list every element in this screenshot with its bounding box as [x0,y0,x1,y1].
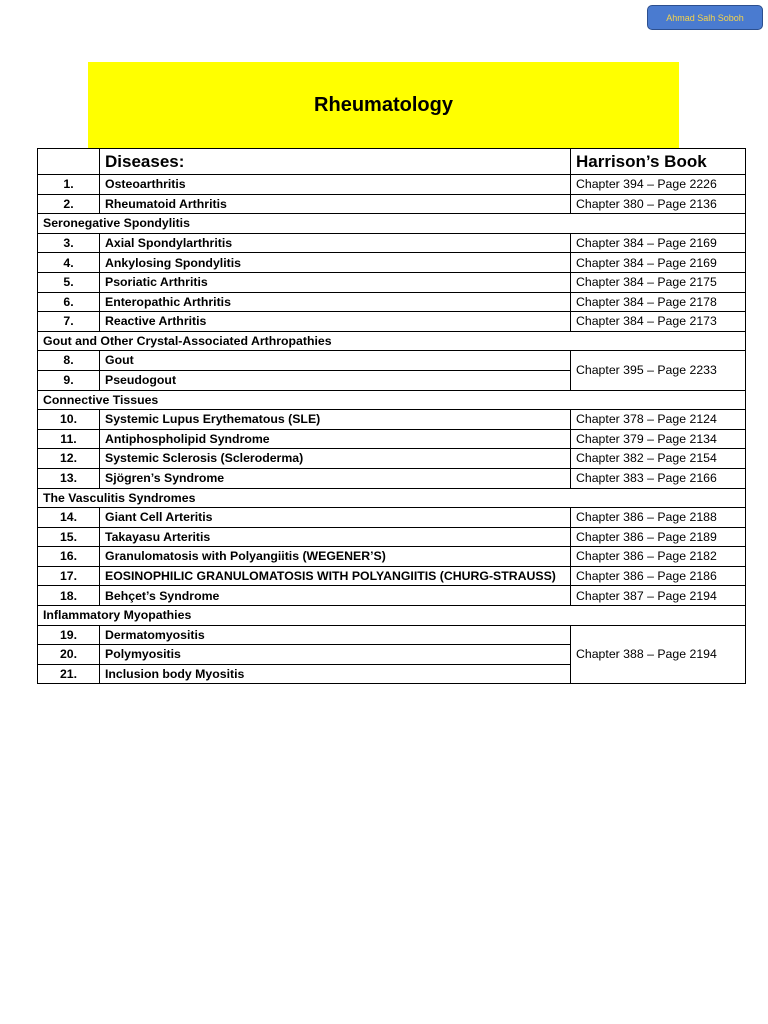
table-row [38,351,746,371]
disease-name: Ankylosing Spondylitis [100,253,571,273]
chapter-reference: Chapter 386 – Page 2188 [571,508,746,528]
chapter-reference: Chapter 384 – Page 2169 [571,253,746,273]
row-number: 12. [38,449,100,469]
disease-name: Sjögren’s Syndrome [100,468,571,488]
section-row [38,390,746,410]
disease-name: Gout [100,351,571,371]
disease-table [37,148,746,684]
table-row [38,429,746,449]
row-number: 21. [38,664,100,684]
chapter-reference: Chapter 384 – Page 2178 [571,292,746,312]
table-row [38,508,746,528]
row-number: 10. [38,410,100,430]
section-row [38,606,746,626]
section-title: Seronegative Spondylitis [38,214,746,234]
disease-name: Psoriatic Arthritis [100,272,571,292]
chapter-reference: Chapter 384 – Page 2169 [571,233,746,253]
disease-name: Axial Spondylarthritis [100,233,571,253]
row-number: 11. [38,429,100,449]
section-row [38,331,746,351]
table-row [38,586,746,606]
table-row [38,566,746,586]
chapter-reference: Chapter 394 – Page 2226 [571,175,746,195]
row-number: 13. [38,468,100,488]
row-number: 3. [38,233,100,253]
table-row [38,233,746,253]
disease-name: Giant Cell Arteritis [100,508,571,528]
table-row [38,625,746,645]
disease-name: Systemic Sclerosis (Scleroderma) [100,449,571,469]
row-number: 17. [38,566,100,586]
chapter-reference: Chapter 387 – Page 2194 [571,586,746,606]
row-number: 18. [38,586,100,606]
table-row [38,449,746,469]
row-number: 4. [38,253,100,273]
disease-name: Takayasu Arteritis [100,527,571,547]
row-number: 15. [38,527,100,547]
disease-name: Polymyositis [100,645,571,665]
row-number: 5. [38,272,100,292]
row-number: 20. [38,645,100,665]
table-row [38,410,746,430]
table-row [38,468,746,488]
disease-name: Reactive Arthritis [100,312,571,332]
disease-name: Dermatomyositis [100,625,571,645]
chapter-reference: Chapter 386 – Page 2189 [571,527,746,547]
chapter-reference: Chapter 386 – Page 2182 [571,547,746,567]
chapter-reference: Chapter 384 – Page 2173 [571,312,746,332]
section-title: The Vasculitis Syndromes [38,488,746,508]
row-number: 1. [38,175,100,195]
row-number: 6. [38,292,100,312]
chapter-reference: Chapter 386 – Page 2186 [571,566,746,586]
table-row [38,547,746,567]
chapter-reference: Chapter 388 – Page 2194 [571,625,746,684]
chapter-reference: Chapter 395 – Page 2233 [571,351,746,390]
chapter-reference: Chapter 384 – Page 2175 [571,272,746,292]
number-column-header [38,149,100,175]
row-number: 9. [38,370,100,390]
table-row [38,527,746,547]
table-row [38,194,746,214]
disease-name: Antiphospholipid Syndrome [100,429,571,449]
section-row [38,214,746,234]
disease-name: EOSINOPHILIC GRANULOMATOSIS WITH POLYANGIITIS (CHURG-STRAUSS) [100,566,571,586]
page-title: Rheumatology [314,93,453,116]
chapter-reference: Chapter 383 – Page 2166 [571,468,746,488]
diseases-column-header: Diseases: [100,149,571,175]
table-row [38,272,746,292]
section-title: Inflammatory Myopathies [38,606,746,626]
table-row [38,253,746,273]
chapter-reference: Chapter 382 – Page 2154 [571,449,746,469]
chapter-reference: Chapter 378 – Page 2124 [571,410,746,430]
chapter-reference: Chapter 380 – Page 2136 [571,194,746,214]
disease-name: Rheumatoid Arthritis [100,194,571,214]
disease-name: Systemic Lupus Erythematous (SLE) [100,410,571,430]
author-badge: Ahmad Salh Soboh [647,5,763,30]
row-number: 16. [38,547,100,567]
row-number: 8. [38,351,100,371]
disease-name: Granulomatosis with Polyangiitis (WEGENER’S) [100,547,571,567]
disease-name: Pseudogout [100,370,571,390]
disease-name: Behçet’s Syndrome [100,586,571,606]
table-row [38,292,746,312]
disease-name: Enteropathic Arthritis [100,292,571,312]
table-header-row [38,149,746,175]
disease-name: Inclusion body Myositis [100,664,571,684]
section-row [38,488,746,508]
title-banner [88,62,679,148]
section-title: Gout and Other Crystal-Associated Arthropathies [38,331,746,351]
row-number: 7. [38,312,100,332]
book-column-header: Harrison’s Book [571,149,746,175]
table-row [38,175,746,195]
row-number: 19. [38,625,100,645]
table-body [38,175,746,684]
row-number: 14. [38,508,100,528]
disease-name: Osteoarthritis [100,175,571,195]
row-number: 2. [38,194,100,214]
table-row [38,312,746,332]
section-title: Connective Tissues [38,390,746,410]
chapter-reference: Chapter 379 – Page 2134 [571,429,746,449]
